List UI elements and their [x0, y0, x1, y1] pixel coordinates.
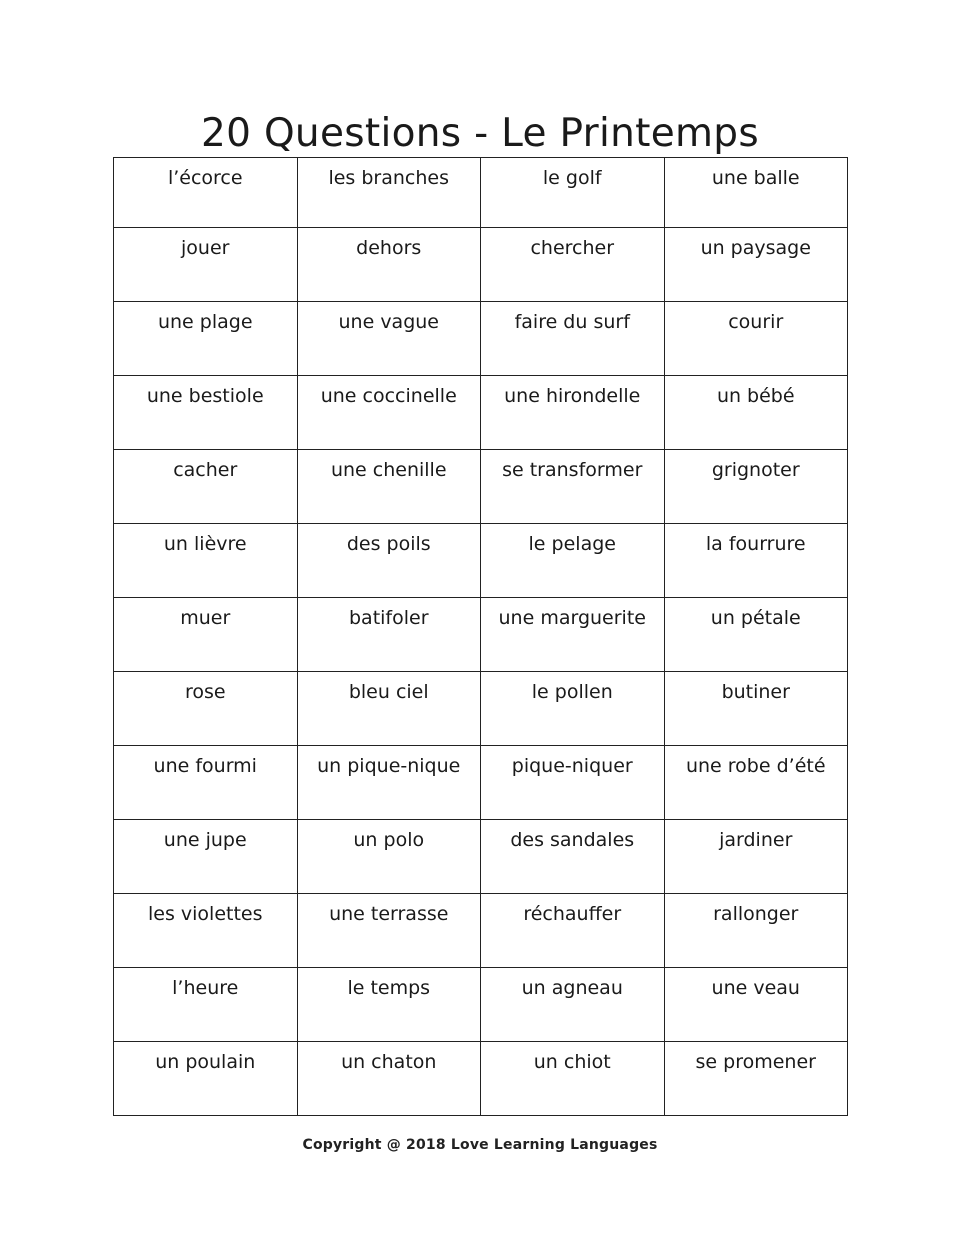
table-cell: des sandales: [481, 820, 665, 894]
table-cell: rose: [114, 672, 298, 746]
table-row: [114, 302, 848, 376]
table-cell: le pollen: [481, 672, 665, 746]
table-cell: un lièvre: [114, 524, 298, 598]
table-cell: une jupe: [114, 820, 298, 894]
table-cell: le pelage: [481, 524, 665, 598]
table-cell: un pique-nique: [297, 746, 481, 820]
table-row: [114, 1042, 848, 1116]
table-cell: un chaton: [297, 1042, 481, 1116]
table-row: [114, 158, 848, 228]
table-cell: dehors: [297, 228, 481, 302]
table-cell: une balle: [664, 158, 848, 228]
table-cell: un chiot: [481, 1042, 665, 1116]
table-cell: la fourrure: [664, 524, 848, 598]
table-cell: une coccinelle: [297, 376, 481, 450]
table-cell: muer: [114, 598, 298, 672]
table-row: [114, 376, 848, 450]
table-row: [114, 746, 848, 820]
vocabulary-grid: [113, 157, 848, 1116]
page-title: 20 Questions - Le Printemps: [201, 111, 759, 156]
table-cell: réchauffer: [481, 894, 665, 968]
table-cell: le golf: [481, 158, 665, 228]
table-cell: le temps: [297, 968, 481, 1042]
table-row: [114, 672, 848, 746]
table-cell: rallonger: [664, 894, 848, 968]
table-cell: une terrasse: [297, 894, 481, 968]
table-cell: un pétale: [664, 598, 848, 672]
table-cell: une robe d’été: [664, 746, 848, 820]
table-cell: une vague: [297, 302, 481, 376]
table-cell: se promener: [664, 1042, 848, 1116]
table-cell: un polo: [297, 820, 481, 894]
table-row: [114, 820, 848, 894]
table-cell: l’écorce: [114, 158, 298, 228]
table-cell: une plage: [114, 302, 298, 376]
table-cell: des poils: [297, 524, 481, 598]
table-cell: cacher: [114, 450, 298, 524]
table-cell: une hirondelle: [481, 376, 665, 450]
table-cell: les violettes: [114, 894, 298, 968]
table-cell: courir: [664, 302, 848, 376]
table-cell: un bébé: [664, 376, 848, 450]
table-cell: un poulain: [114, 1042, 298, 1116]
table-row: [114, 450, 848, 524]
table-cell: une veau: [664, 968, 848, 1042]
table-cell: un paysage: [664, 228, 848, 302]
table-row: [114, 968, 848, 1042]
table-cell: jouer: [114, 228, 298, 302]
table-row: [114, 598, 848, 672]
table-cell: une fourmi: [114, 746, 298, 820]
table-cell: une chenille: [297, 450, 481, 524]
table-row: [114, 524, 848, 598]
copyright-notice: Copyright @ 2018 Love Learning Languages: [302, 1137, 658, 1153]
table-cell: batifoler: [297, 598, 481, 672]
table-cell: faire du surf: [481, 302, 665, 376]
table-cell: jardiner: [664, 820, 848, 894]
table-cell: un agneau: [481, 968, 665, 1042]
table-cell: une marguerite: [481, 598, 665, 672]
table-cell: butiner: [664, 672, 848, 746]
table-cell: les branches: [297, 158, 481, 228]
table-cell: grignoter: [664, 450, 848, 524]
table-cell: une bestiole: [114, 376, 298, 450]
table-cell: se transformer: [481, 450, 665, 524]
table-cell: l’heure: [114, 968, 298, 1042]
table-cell: chercher: [481, 228, 665, 302]
table-row: [114, 894, 848, 968]
table-row: [114, 228, 848, 302]
table-cell: bleu ciel: [297, 672, 481, 746]
table-cell: pique-niquer: [481, 746, 665, 820]
